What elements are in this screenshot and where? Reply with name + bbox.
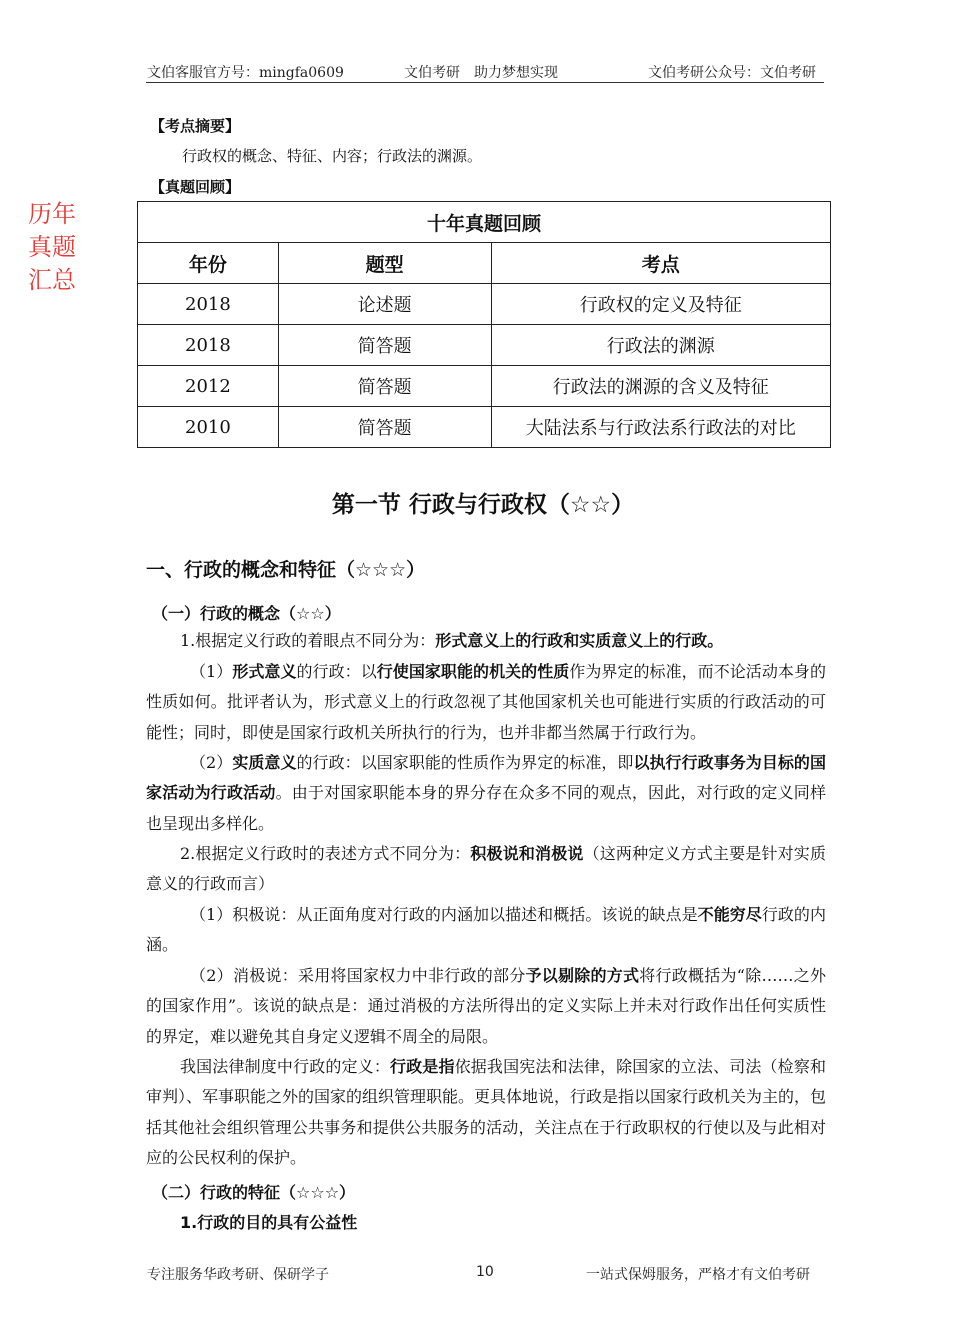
text-run: 的行政：以 [296, 662, 377, 681]
summary-text: 行政权的概念、特征、内容；行政法的渊源。 [182, 147, 483, 165]
table-row [138, 325, 831, 366]
text-run: （这两种定义方式主要是针对实质意义的行政而言） [146, 844, 826, 894]
text-run: 行政的内涵。 [146, 905, 826, 955]
header-left: 文伯客服官方号：mingfa0609 [147, 65, 344, 81]
column-header-topic: 考点 [491, 243, 830, 284]
emphasis-run: 形式意义上的行政和实质意义上的行政。 [435, 631, 724, 650]
header-right: 文伯考研公众号：文伯考研 [648, 65, 816, 81]
heading-1: 一、行政的概念和特征（☆☆☆） [146, 559, 426, 581]
text-run: 。由于对国家职能本身的界分存在众多不同的观点，因此，对行政的定义同样也呈现出多样化。 [146, 783, 826, 833]
cell-year: 2012 [138, 366, 279, 407]
emphasis-run: 不能穷尽 [697, 905, 762, 924]
side-note-line: 汇总 [28, 266, 76, 294]
paragraph [146, 839, 826, 900]
cell-topic: 行政法的渊源的含义及特征 [491, 366, 830, 407]
summary-label: 【考点摘要】 [150, 117, 241, 135]
cell-type: 论述题 [278, 284, 491, 325]
emphasis-run: 实质意义 [232, 753, 297, 772]
paragraph [146, 1052, 826, 1173]
page-number: 10 [476, 1264, 494, 1280]
paragraph [146, 626, 826, 656]
text-run: 依据我国宪法和法律，除国家的立法、司法（检察和审判）、军事职能之外的国家的组织管理职能。更具体地说，行政是指以国家行政机关为主的，包括其他社会组织管理公共事务和提供公共服务的活动，关注点在于行政职权的行使以及与此相对应的公民权利的保护。 [146, 1057, 827, 1167]
text-run: 将行政概括为“除……之外的国家作用”。该说的缺点是：通过消极的方法所得出的定义实际上并未对行政作出任何实质性的界定，难以避免其自身定义逻辑不周全的局限。 [146, 966, 826, 1046]
header-divider [146, 82, 824, 83]
text-run: 2.根据定义行政时的表述方式不同分为： [180, 844, 471, 863]
cell-topic: 行政法的渊源 [491, 325, 830, 366]
paragraph [146, 961, 826, 1052]
paragraph [146, 748, 826, 839]
text-run: （1） [190, 662, 233, 681]
emphasis-run: 积极说和消极说 [470, 844, 584, 863]
cell-topic: 行政权的定义及特征 [491, 284, 830, 325]
column-header-type: 题型 [278, 243, 491, 284]
side-note-line: 真题 [28, 233, 76, 261]
cell-topic: 大陆法系与行政法系行政法的对比 [491, 407, 830, 448]
side-note [28, 198, 88, 297]
text-run: 我国法律制度中行政的定义： [180, 1057, 390, 1076]
emphasis-run: 行使国家职能的机关的性质 [376, 662, 570, 681]
subheading-public-interest: 1.行政的目的具有公益性 [180, 1213, 358, 1232]
paragraph [146, 657, 826, 748]
table-row [138, 407, 831, 448]
cell-type: 简答题 [278, 325, 491, 366]
emphasis-run: 形式意义 [232, 662, 297, 681]
text-run: 1.根据定义行政的着眼点不同分为： [180, 631, 436, 650]
section-title: 第一节 行政与行政权（☆☆） [331, 492, 635, 518]
text-run: 作为界定的标准，而不论活动本身的性质如何。批评者认为，形式意义上的行政忽视了其他国家机关也可能进行实质的行政活动的可能性；同时，即使是国家行政机关所执行的行为，也并非都当然属于行政行为。 [146, 662, 826, 742]
table-title-row [138, 202, 831, 243]
side-note-line: 历年 [28, 200, 76, 228]
cell-year: 2010 [138, 407, 279, 448]
exam-table [137, 201, 831, 448]
text-run: （1）积极说：从正面角度对行政的内涵加以描述和概括。该说的缺点是 [190, 905, 698, 924]
cell-year: 2018 [138, 284, 279, 325]
review-label: 【真题回顾】 [150, 178, 241, 196]
subheading-concept: （一）行政的概念（☆☆） [152, 604, 341, 623]
text-run: 的行政：以国家职能的性质作为界定的标准，即 [296, 753, 634, 772]
column-header-year: 年份 [138, 243, 279, 284]
table-header-row [138, 243, 831, 284]
table-row [138, 366, 831, 407]
footer-left: 专注服务华政考研、保研学子 [147, 1267, 329, 1283]
table-row [138, 284, 831, 325]
subheading-features: （二）行政的特征（☆☆☆） [152, 1183, 356, 1202]
cell-type: 简答题 [278, 366, 491, 407]
cell-year: 2018 [138, 325, 279, 366]
table-title: 十年真题回顾 [138, 202, 831, 243]
text-run: （2）消极说：采用将国家权力中非行政的部分 [190, 966, 526, 985]
header-center: 文伯考研 助力梦想实现 [404, 65, 558, 81]
footer-right: 一站式保姆服务，严格才有文伯考研 [586, 1267, 810, 1283]
emphasis-run: 以执行行政事务为目标的国家活动为行政活动 [146, 753, 826, 803]
emphasis-run: 行政是指 [390, 1057, 455, 1076]
paragraph [146, 900, 826, 961]
cell-type: 简答题 [278, 407, 491, 448]
text-run: （2） [190, 753, 233, 772]
emphasis-run: 予以剔除的方式 [525, 966, 640, 985]
